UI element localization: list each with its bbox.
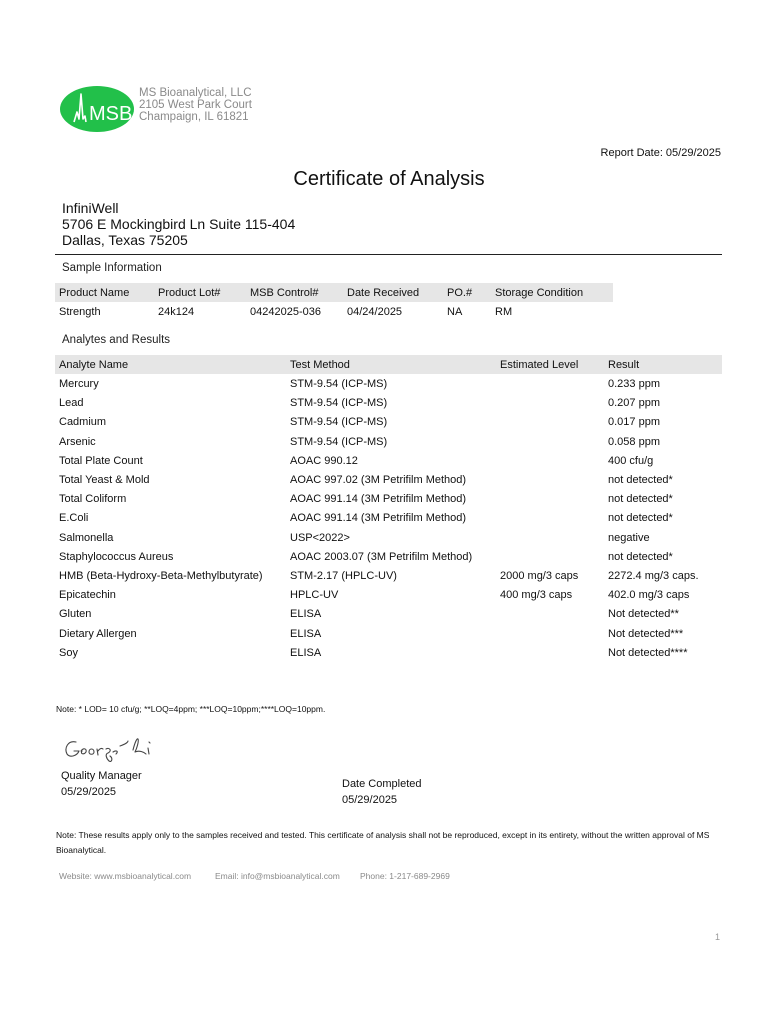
sample-product-name: Strength <box>59 306 101 318</box>
disclaimer-note: Note: These results apply only to the samples received and tested. This certificate of analysis shall not be reproduced, except in its entirety, without the written approval of MS Bioanalytical. <box>56 830 710 855</box>
analyte-name: Soy <box>59 646 78 659</box>
test-method: AOAC 991.14 (3M Petrifilm Method) <box>290 512 467 525</box>
analyte-name: E.Coli <box>59 512 89 525</box>
result: not detected* <box>608 512 673 525</box>
analyte-name: Lead <box>59 397 84 410</box>
result: 2272.4 mg/3 caps. <box>608 570 699 582</box>
test-method: STM-9.54 (ICP-MS) <box>290 378 388 390</box>
sample-header-po: PO.# <box>447 287 473 299</box>
client-name: InfiniWell <box>62 200 119 216</box>
result: 400 cfu/g <box>608 454 654 467</box>
msb-logo <box>60 86 134 132</box>
sample-header-date-received: Date Received <box>347 287 420 299</box>
signer-block <box>61 768 142 800</box>
sample-po: NA <box>447 306 463 318</box>
test-method: AOAC 990.12 <box>290 454 358 467</box>
completion-label: Date Completed <box>342 778 422 790</box>
analytes-header-name: Analyte Name <box>59 359 129 371</box>
logo-text: MSB <box>89 103 133 125</box>
analyte-name: Cadmium <box>59 416 107 429</box>
signer-role: Quality Manager <box>61 770 142 782</box>
test-method: ELISA <box>290 608 322 621</box>
analyte-name: Salmonella <box>59 531 114 544</box>
result: Not detected**** <box>608 646 688 659</box>
divider <box>55 254 722 255</box>
company-address-2: Champaign, IL 61821 <box>139 111 249 123</box>
result: 0.058 ppm <box>608 435 660 448</box>
analyte-name: Total Coliform <box>59 493 127 506</box>
test-method: AOAC 997.02 (3M Petrifilm Method) <box>290 474 467 486</box>
client-address <box>62 200 295 248</box>
test-method: USP<2022> <box>290 531 350 544</box>
sample-info-label: Sample Information <box>62 262 162 274</box>
client-city: Dallas, Texas 75205 <box>62 232 188 248</box>
analyte-name: Staphylococcus Aureus <box>59 550 174 563</box>
sample-date-received: 04/24/2025 <box>347 306 403 318</box>
contact-phone: Phone: 1-217-689-2969 <box>360 871 450 881</box>
sample-storage: RM <box>495 306 513 318</box>
completion-block <box>342 776 422 808</box>
analyte-name: Total Yeast & Mold <box>59 474 150 486</box>
signature-image <box>60 730 160 764</box>
sample-msb-control: 04242025-036 <box>250 306 321 318</box>
analytes-header-estimated: Estimated Level <box>500 359 579 371</box>
result: 402.0 mg/3 caps <box>608 589 690 602</box>
sample-header-product-lot: Product Lot# <box>158 287 221 299</box>
result: 0.017 ppm <box>608 416 660 429</box>
estimated-level: 400 mg/3 caps <box>500 589 573 602</box>
test-method: AOAC 991.14 (3M Petrifilm Method) <box>290 493 467 506</box>
report-date: Report Date: 05/29/2025 <box>600 147 721 159</box>
result: Not detected*** <box>608 627 684 640</box>
company-info <box>139 87 252 123</box>
result: 0.233 ppm <box>608 378 660 390</box>
analytes-header-method: Test Method <box>290 359 350 371</box>
sample-product-lot: 24k124 <box>158 306 195 318</box>
test-method: HPLC-UV <box>290 589 339 602</box>
page-number: 1 <box>714 932 720 942</box>
client-street: 5706 E Mockingbird Ln Suite 115-404 <box>62 216 296 232</box>
page-title: Certificate of Analysis <box>293 168 485 190</box>
analytes-label: Analytes and Results <box>62 334 171 346</box>
result: negative <box>608 531 650 544</box>
completion-date: 05/29/2025 <box>342 794 398 806</box>
test-method: ELISA <box>290 646 322 659</box>
sample-header-storage: Storage Condition <box>495 287 584 299</box>
contact-website: Website: www.msbioanalytical.com <box>59 871 192 881</box>
test-method: AOAC 2003.07 (3M Petrifilm Method) <box>290 550 473 563</box>
result: not detected* <box>608 493 673 506</box>
analyte-name: Mercury <box>59 378 99 390</box>
sample-header-msb-control: MSB Control# <box>250 287 319 299</box>
analyte-name: Arsenic <box>59 435 96 448</box>
sample-header-product-name: Product Name <box>59 287 130 299</box>
estimated-level: 2000 mg/3 caps <box>500 570 579 582</box>
result: not detected* <box>608 474 673 486</box>
test-method: STM-9.54 (ICP-MS) <box>290 435 388 448</box>
result: 0.207 ppm <box>608 397 660 410</box>
result: Not detected** <box>608 608 679 621</box>
lod-note: Note: * LOD= 10 cfu/g; **LOQ=4ppm; ***LOQ=10ppm;****LOQ=10ppm. <box>56 704 326 714</box>
contact-email: Email: info@msbioanalytical.com <box>215 871 340 881</box>
analyte-name: HMB (Beta-Hydroxy-Beta-Methylbutyrate) <box>59 570 263 582</box>
analyte-name: Dietary Allergen <box>59 627 137 640</box>
analyte-name: Gluten <box>59 608 92 621</box>
test-method: ELISA <box>290 627 322 640</box>
result: not detected* <box>608 550 673 563</box>
company-name: MS Bioanalytical, LLC <box>139 87 252 99</box>
test-method: STM-9.54 (ICP-MS) <box>290 416 388 429</box>
test-method: STM-9.54 (ICP-MS) <box>290 397 388 410</box>
test-method: STM-2.17 (HPLC-UV) <box>290 570 397 582</box>
signer-date: 05/29/2025 <box>61 786 117 798</box>
company-address-1: 2105 West Park Court <box>139 99 252 111</box>
analyte-name: Total Plate Count <box>59 454 143 467</box>
analyte-name: Epicatechin <box>59 589 116 602</box>
analytes-header-result: Result <box>608 359 640 371</box>
